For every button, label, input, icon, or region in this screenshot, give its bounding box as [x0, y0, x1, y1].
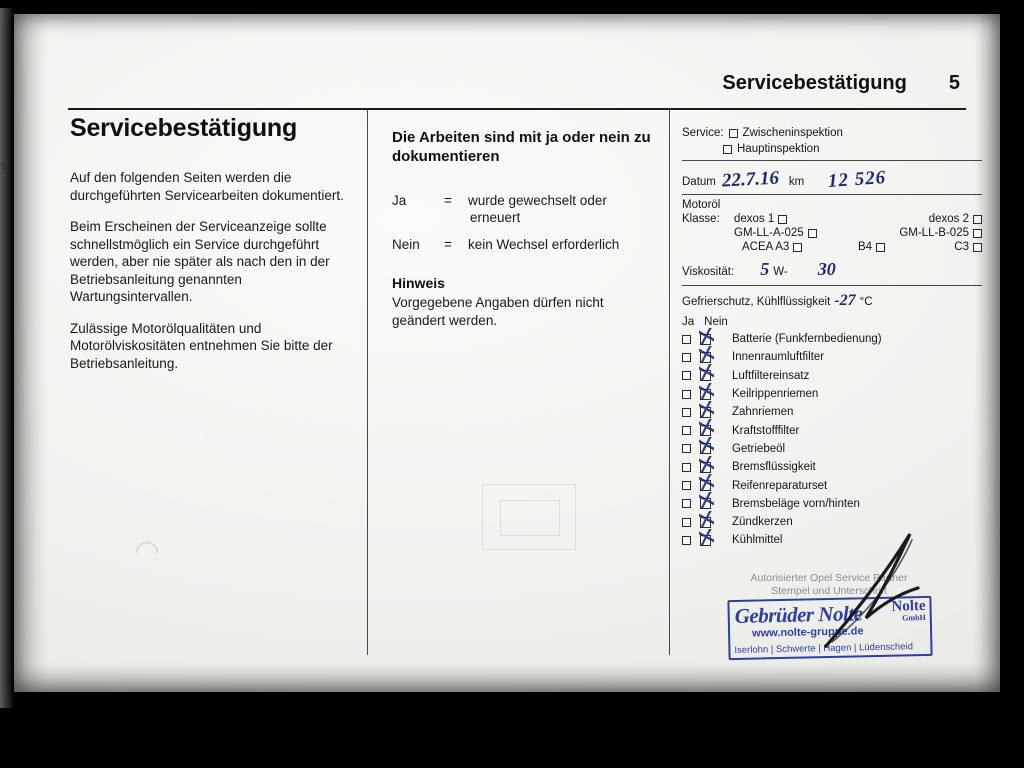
definition-text-cont: erneuert: [470, 210, 521, 225]
list-item-label: Zündkerzen: [732, 516, 793, 529]
note-text: Vorgegebene Angaben dürfen nicht geändert werden.: [392, 295, 604, 328]
column-instructions: [392, 128, 654, 329]
stamp-towns: Iserlohn | Schwerte | Hagen | Lüdenscheid: [734, 641, 914, 657]
list-item[interactable]: [682, 421, 982, 439]
list-item[interactable]: [682, 440, 982, 458]
checkbox-c3[interactable]: [973, 243, 982, 252]
checkbox-zwischeninspektion[interactable]: [729, 129, 738, 138]
checkbox-ja[interactable]: [682, 481, 691, 490]
checkbox-b4[interactable]: [876, 243, 885, 252]
list-item-label: Zahnriemen: [732, 406, 794, 419]
klasse-option-gmlla025[interactable]: [734, 227, 858, 239]
definition-equals: =: [444, 237, 452, 252]
header-title: Servicebestätigung: [722, 72, 907, 94]
column-divider-2: [669, 110, 670, 655]
stamp-logo-text: Nolte: [891, 597, 926, 615]
column-divider-1: [367, 110, 368, 655]
klasse-label: Klasse:: [682, 213, 720, 225]
klasse-option-label: ACEA A3: [742, 241, 790, 253]
oil-class-grid: [682, 213, 982, 253]
list-item-label: Bremsbeläge vorn/hinten: [732, 497, 860, 510]
service-type-row-2[interactable]: [723, 142, 982, 157]
klasse-option-label: B4: [858, 241, 873, 253]
intro-paragraph: Beim Erscheinen der Serviceanzeige sollte schnellstmöglich ein Service durchgeführt werden, aber nie später als nach den in der Betriebsanleitung genannten Wartungsintervallen.: [70, 219, 330, 304]
facing-page-edge: [0, 8, 14, 708]
checkbox-nein-checked[interactable]: [700, 443, 711, 454]
checkbox-nein-checked[interactable]: [700, 334, 711, 345]
definition-term: Ja: [392, 193, 407, 208]
definition-term: Nein: [392, 237, 420, 252]
km-label: km: [788, 176, 805, 188]
checkbox-ja[interactable]: [682, 499, 691, 508]
showthrough-box: [500, 500, 560, 536]
list-item-label: Bremsflüssigkeit: [732, 461, 816, 474]
list-item[interactable]: [682, 367, 982, 385]
showthrough-text: · ·: [194, 434, 208, 446]
list-item[interactable]: [682, 348, 982, 366]
checkbox-nein-checked[interactable]: [700, 352, 711, 363]
list-item-label: Reifenreparaturset: [732, 479, 828, 492]
intro-paragraph: Zulässige Motorölqualitäten und Motorölviskositäten entnehmen Sie bitte der Betriebsanleitung.: [70, 320, 333, 371]
showthrough-text: ◠: [134, 535, 161, 568]
service-option-label: Zwischeninspektion: [742, 127, 843, 139]
klasse-option-label: C3: [954, 241, 969, 253]
ja-nein-header: [682, 316, 982, 328]
klasse-option-dexos1[interactable]: [734, 213, 858, 225]
checkbox-nein-checked[interactable]: [700, 425, 711, 436]
service-booklet-page: [14, 14, 1000, 692]
checkbox-nein-checked[interactable]: [700, 370, 711, 381]
viskositaet-first-value: 5: [760, 259, 770, 279]
definition-row: [392, 192, 654, 226]
checkbox-gm-ll-a-025[interactable]: [808, 229, 817, 238]
gefrierschutz-unit: °C: [859, 296, 873, 308]
checkbox-dexos1[interactable]: [778, 215, 787, 224]
form-divider: [682, 160, 982, 161]
checkbox-ja[interactable]: [682, 426, 691, 435]
list-item[interactable]: [682, 385, 982, 403]
list-item[interactable]: [682, 403, 982, 421]
checklist: [682, 330, 982, 550]
checkbox-ja[interactable]: [682, 536, 691, 545]
list-item[interactable]: [682, 531, 982, 549]
viskositaet-w-label: W-: [773, 266, 788, 278]
klasse-option-b4[interactable]: [858, 241, 885, 253]
checkbox-ja[interactable]: [682, 353, 691, 362]
note-heading: Hinweis: [392, 275, 445, 291]
page-number: 5: [948, 72, 960, 94]
date-mileage-row[interactable]: [682, 165, 982, 191]
checkbox-nein-checked[interactable]: [700, 517, 711, 528]
facing-page-number: 5: [1, 161, 7, 171]
checkbox-nein-checked[interactable]: [700, 535, 711, 546]
viskositaet-label: Viskosität:: [682, 266, 735, 278]
service-type-row[interactable]: [682, 126, 982, 141]
klasse-option-b4-c3[interactable]: [858, 241, 982, 253]
list-item-label: Keilrippenriemen: [732, 388, 819, 401]
list-item-label: Innenraumluftfilter: [732, 351, 825, 364]
checkbox-ja[interactable]: [682, 518, 691, 527]
checkbox-ja[interactable]: [682, 444, 691, 453]
checkbox-gm-ll-b-025[interactable]: [973, 229, 982, 238]
stamp-logo-sub: GmbH: [902, 612, 926, 623]
checkbox-dexos2[interactable]: [973, 215, 982, 224]
checkbox-acea-a3[interactable]: [793, 243, 802, 252]
gefrierschutz-label: Gefrierschutz, Kühlflüssigkeit: [682, 296, 831, 308]
klasse-option-aceaa3[interactable]: [734, 241, 858, 253]
list-item[interactable]: [682, 458, 982, 476]
klasse-option-c3[interactable]: [954, 241, 982, 253]
checkbox-ja[interactable]: [682, 390, 691, 399]
list-item[interactable]: [682, 513, 982, 531]
list-item-label: Luftfiltereinsatz: [732, 369, 810, 382]
viskositaet-second-value: 30: [817, 259, 836, 279]
form-divider: [682, 194, 982, 195]
checkbox-nein-checked[interactable]: [700, 407, 711, 418]
list-item-label: Kraftstofffilter: [732, 424, 800, 437]
klasse-option-label: GM-LL-B-025: [899, 227, 969, 239]
instructions-title: Die Arbeiten sind mit ja oder nein zu dokumentieren: [392, 129, 651, 165]
stamp-url: www.nolte-gruppe.de: [751, 625, 864, 640]
definition-equals: =: [444, 193, 452, 208]
service-option-label: Hauptinspektion: [737, 143, 820, 155]
nein-column-label: Nein: [704, 316, 728, 328]
list-item[interactable]: [682, 330, 982, 348]
checkbox-ja[interactable]: [682, 335, 691, 344]
gefrierschutz-value: -27: [834, 292, 856, 309]
list-item[interactable]: [682, 476, 982, 494]
showthrough-box: [482, 484, 576, 550]
stamp-area: [704, 572, 954, 668]
list-item-label: Batterie (Funkfernbedienung): [732, 333, 882, 346]
dealer-stamp: [727, 596, 932, 660]
motoroel-heading: Motoröl: [682, 199, 721, 211]
datum-value: 22.7.16: [721, 167, 780, 192]
checkbox-ja[interactable]: [682, 371, 691, 380]
definition-row: [392, 236, 654, 253]
checkbox-nein-checked[interactable]: [700, 462, 711, 473]
checkbox-nein-checked[interactable]: [700, 389, 711, 400]
definition-list: [392, 192, 654, 253]
list-item-label: Getriebeöl: [732, 442, 786, 455]
page-edge-left: [14, 14, 48, 692]
column-intro: [70, 114, 360, 386]
stamp-logo: [891, 597, 926, 624]
intro-paragraph: Auf den folgenden Seiten werden die durchgeführten Servicearbeiten dokumentiert.: [70, 170, 344, 203]
klasse-option-dexos2[interactable]: [858, 213, 982, 225]
checkbox-ja[interactable]: [682, 408, 691, 417]
stamp-caption: [704, 572, 954, 598]
checkbox-ja[interactable]: [682, 463, 691, 472]
datum-label: Datum: [682, 176, 716, 188]
service-label: Service:: [682, 127, 724, 139]
stamp-caption-line2: Stempel und Unterschrift: [771, 585, 887, 597]
stamp-caption-line1: Autorisierter Opel Service Partner: [750, 572, 908, 584]
page-header: [722, 72, 960, 95]
klasse-option-label: dexos 1: [734, 213, 775, 225]
checkbox-nein-checked[interactable]: [700, 498, 711, 509]
antifreeze-row[interactable]: [682, 290, 982, 310]
ja-column-label: Ja: [682, 316, 695, 328]
checkbox-hauptinspektion[interactable]: [723, 145, 732, 154]
klasse-option-gmllb025[interactable]: [858, 227, 982, 239]
definition-text: wurde gewechselt oder: [468, 193, 607, 208]
service-record-form: [682, 126, 982, 550]
list-item-label: Kühlmittel: [732, 534, 783, 547]
checkbox-nein-checked[interactable]: [700, 480, 711, 491]
klasse-option-label: dexos 2: [928, 213, 969, 225]
klasse-option-label: GM-LL-A-025: [734, 227, 804, 239]
section-title: Servicebestätigung: [70, 114, 298, 142]
stamp-dealer-name: Gebrüder Nolte: [734, 601, 863, 628]
definition-text: kein Wechsel erforderlich: [468, 237, 620, 252]
header-rule: [68, 108, 966, 110]
km-value: 12 526: [827, 166, 888, 193]
viscosity-row[interactable]: [682, 258, 982, 280]
form-divider: [682, 285, 982, 286]
list-item[interactable]: [682, 495, 982, 513]
